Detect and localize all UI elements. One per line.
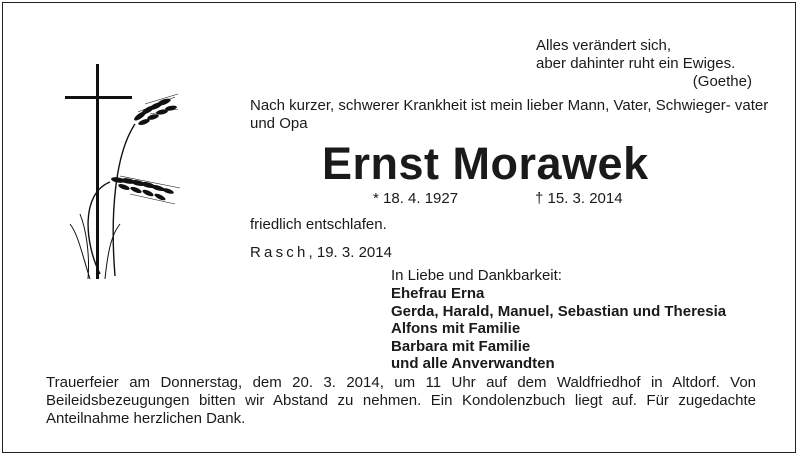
mourners-list [391,285,726,373]
quote-line-2: aber dahinter ruht ein Ewiges. [536,55,736,72]
mourner-line: Ehefrau Erna [391,285,485,302]
mourner-line: und alle Anverwandten [391,355,555,372]
cross-with-wheat-icon [60,64,185,284]
quote-author: (Goethe) [692,73,752,90]
place-town: Rasch [250,244,309,261]
mourner-line: Barbara mit Familie [391,337,531,355]
death-date: † 15. 3. 2014 [535,190,623,207]
goethe-quote [536,37,752,91]
place-date-value: , 19. 3. 2014 [308,244,392,261]
birth-date: * 18. 4. 1927 [373,190,459,207]
intro-text: Nach kurzer, schwerer Krankheit ist mein lieber Mann, Vater, Schwieger- vater und Opa [250,97,769,132]
deceased-name: Ernst Morawek [322,138,649,189]
quote-line-1: Alles verändert sich, [536,37,672,54]
service-notice: Trauerfeier am Donnerstag, dem 20. 3. 2014, um 11 Uhr auf dem Waldfriedhof in Altdorf. Von Beileidsbezeugungen bitten wir Abstand zu nehmen. Ein Kondolenzbuch liegt auf. Für zugedachte Anteilnahme herzlichen Dank. [46,374,756,427]
mourner-line: Alfons mit Familie [391,320,521,337]
mourner-line: Gerda, Harald, Manuel, Sebastian und Theresia [391,302,727,320]
thanks-heading: In Liebe und Dankbarkeit: [391,267,562,284]
place-date [250,244,392,261]
passed-text: friedlich entschlafen. [250,216,387,233]
